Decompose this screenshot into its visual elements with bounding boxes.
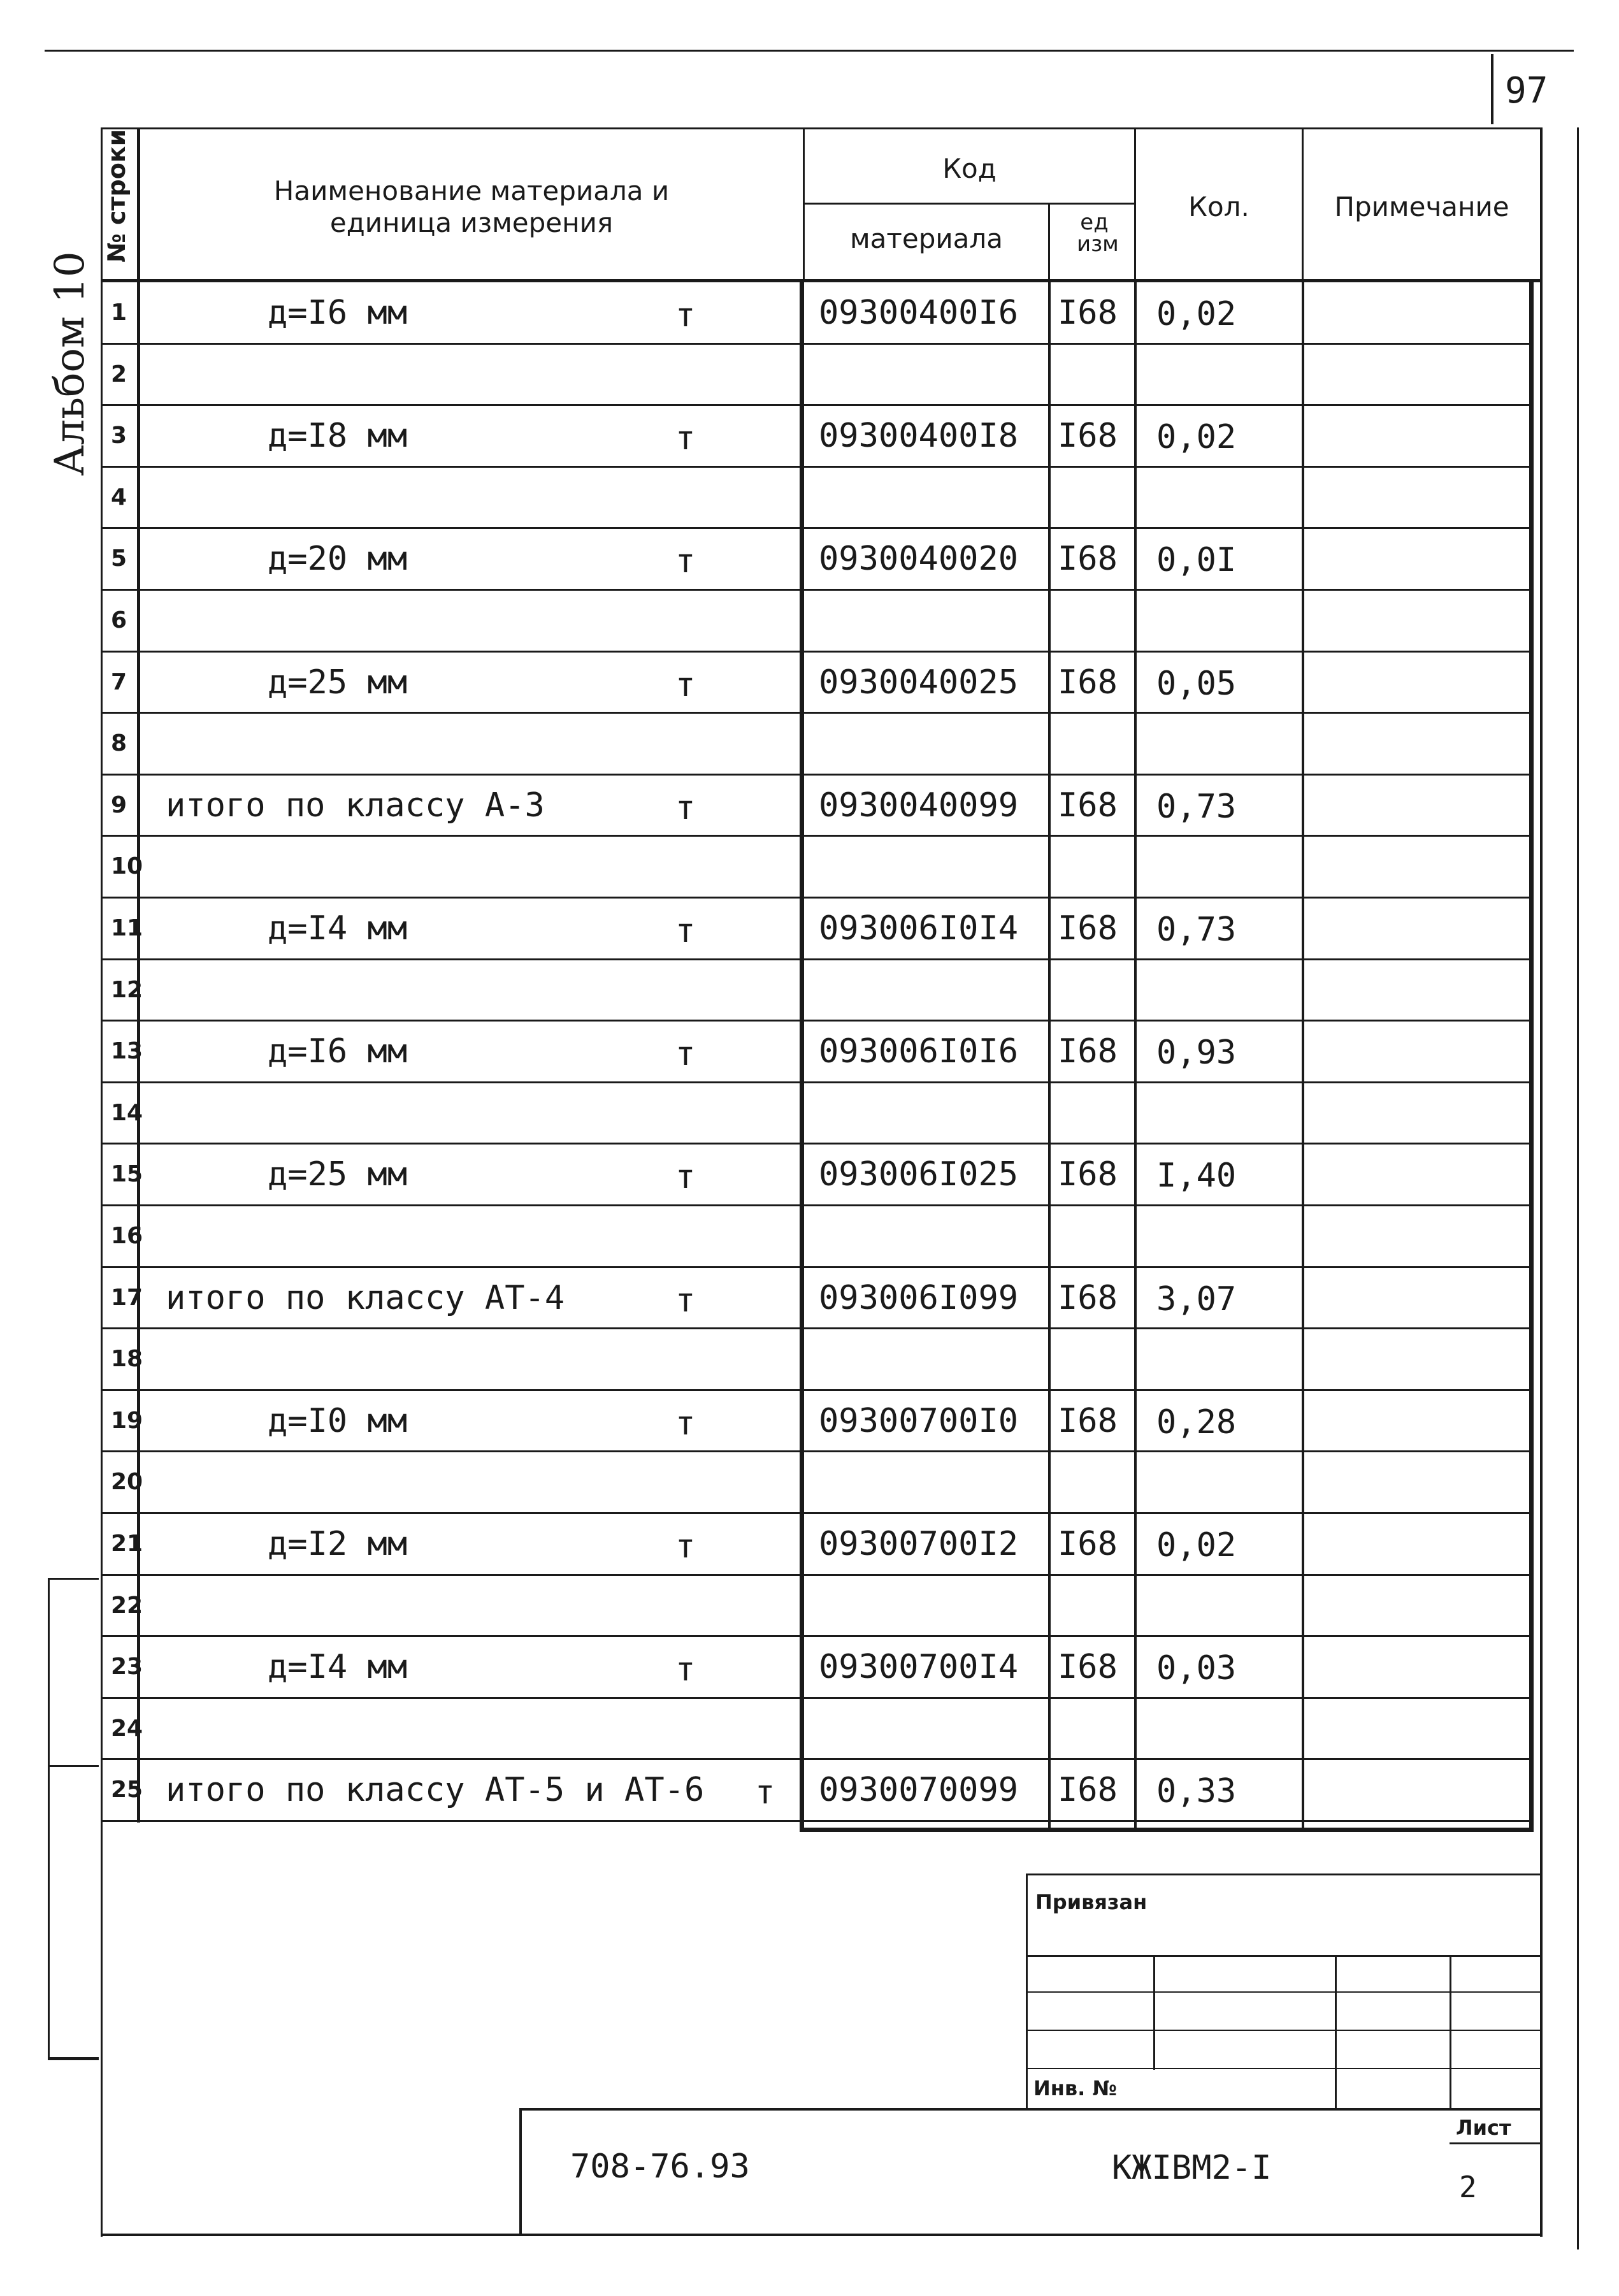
material-unit: т: [675, 296, 696, 335]
material-name: д=I2 мм: [268, 1525, 408, 1563]
quantity: 3,07: [1156, 1280, 1237, 1318]
unit-code: I68: [1058, 1155, 1118, 1194]
row-number: 8: [111, 730, 127, 756]
row-divider: [101, 1020, 1534, 1022]
row-divider: [101, 1820, 1534, 1822]
document-code: КЖIВМ2-I: [1112, 2149, 1272, 2187]
material-name: д=I0 мм: [268, 1402, 408, 1440]
material-name: д=I6 мм: [268, 1032, 408, 1071]
stamp-inv-label: Инв. №: [1033, 2076, 1117, 2100]
material-unit: т: [675, 1158, 696, 1196]
row-number: 20: [111, 1469, 143, 1495]
row-number: 11: [111, 915, 143, 941]
row-number: 5: [111, 545, 127, 572]
row-divider: [101, 651, 1534, 653]
row-number: 10: [111, 853, 143, 879]
material-unit: т: [675, 1527, 696, 1566]
material-name: итого по классу АТ-4: [166, 1279, 565, 1317]
row-number: 23: [111, 1654, 143, 1680]
unit-code: I68: [1058, 540, 1118, 578]
unit-code: I68: [1058, 1402, 1118, 1440]
row-number: 9: [111, 792, 127, 818]
material-name: д=I4 мм: [268, 1648, 408, 1686]
unit-code: I68: [1058, 294, 1118, 332]
row-number: 12: [111, 977, 143, 1003]
header-code-unit: ед изм: [1077, 210, 1119, 257]
material-unit: т: [675, 1650, 696, 1689]
row-number: 17: [111, 1285, 143, 1311]
stamp-bound-label: Привязан: [1035, 1890, 1148, 1914]
row-divider: [101, 1574, 1534, 1576]
row-number: 13: [111, 1038, 143, 1064]
unit-code: I68: [1058, 1525, 1118, 1563]
quantity: I,40: [1156, 1157, 1237, 1195]
row-divider: [101, 527, 1534, 529]
row-number: 2: [111, 361, 127, 387]
row-divider: [101, 1512, 1534, 1514]
unit-code: I68: [1058, 1771, 1118, 1809]
row-number: 14: [111, 1100, 143, 1126]
quantity: 0,73: [1156, 911, 1237, 949]
row-divider: [101, 835, 1534, 837]
row-divider: [101, 466, 1534, 468]
quantity: 0,0I: [1156, 541, 1237, 579]
material-unit: т: [675, 542, 696, 581]
row-divider: [101, 958, 1534, 960]
row-number: 6: [111, 607, 127, 633]
material-unit: т: [675, 1282, 696, 1320]
material-name: д=25 мм: [268, 1155, 408, 1194]
unit-code: I68: [1058, 909, 1118, 948]
quantity: 0,28: [1156, 1403, 1237, 1441]
header-name: Наименование материала и единица измерения: [273, 175, 670, 239]
quantity: 0,02: [1156, 418, 1237, 456]
material-unit: т: [675, 419, 696, 458]
material-code: 093006I0I4: [819, 909, 1019, 948]
row-number: 3: [111, 422, 127, 449]
row-divider: [101, 897, 1534, 899]
sheet-label: Лист: [1456, 2116, 1511, 2140]
material-name: д=I4 мм: [268, 909, 408, 948]
row-divider: [101, 1389, 1534, 1391]
quantity: 0,73: [1156, 788, 1237, 826]
row-number: 4: [111, 484, 127, 510]
material-code: 093006I025: [819, 1155, 1019, 1194]
material-name: итого по классу А-3: [166, 786, 545, 825]
header-code: Код: [942, 153, 997, 184]
material-code: 0930040025: [819, 663, 1019, 702]
unit-code: I68: [1058, 1279, 1118, 1317]
material-unit: т: [675, 912, 696, 950]
row-number: 18: [111, 1346, 143, 1372]
row-number: 19: [111, 1408, 143, 1434]
material-name: итого по классу АТ-5 и АТ-6: [166, 1771, 705, 1809]
material-unit: т: [755, 1773, 775, 1812]
quantity: 0,05: [1156, 665, 1237, 703]
header-note: Примечание: [1334, 191, 1509, 222]
quantity: 0,02: [1156, 295, 1237, 333]
row-divider: [101, 1758, 1534, 1760]
row-divider: [101, 1450, 1534, 1452]
row-number: 24: [111, 1715, 143, 1742]
quantity: 0,02: [1156, 1526, 1237, 1564]
material-code: 0930040020: [819, 540, 1019, 578]
material-unit: т: [675, 666, 696, 704]
row-divider: [101, 712, 1534, 714]
row-number: 16: [111, 1223, 143, 1249]
row-divider: [101, 1266, 1534, 1268]
unit-code: I68: [1058, 417, 1118, 455]
quantity: 0,03: [1156, 1649, 1237, 1687]
material-code: 09300700I4: [819, 1648, 1019, 1686]
material-code: 093006I099: [819, 1279, 1019, 1317]
row-divider: [101, 1697, 1534, 1699]
row-divider: [101, 1204, 1534, 1206]
material-name: д=20 мм: [268, 540, 408, 578]
material-code: 09300400I6: [819, 294, 1019, 332]
row-number: 21: [111, 1531, 143, 1557]
material-code: 09300400I8: [819, 417, 1019, 455]
album-side-note: Альбом 10: [47, 251, 94, 476]
material-code: 0930040099: [819, 786, 1019, 825]
header-row-no: № строки: [103, 129, 131, 263]
unit-code: I68: [1058, 1648, 1118, 1686]
header-qty: Кол.: [1188, 191, 1249, 222]
unit-code: I68: [1058, 663, 1118, 702]
row-divider: [101, 589, 1534, 591]
material-code: 093006I0I6: [819, 1032, 1019, 1071]
row-divider: [101, 1081, 1534, 1083]
unit-code: I68: [1058, 1032, 1118, 1071]
material-code: 0930070099: [819, 1771, 1019, 1809]
material-unit: т: [675, 1404, 696, 1443]
row-number: 25: [111, 1777, 143, 1803]
row-divider: [101, 343, 1534, 345]
header-code-material: материала: [849, 223, 1003, 254]
material-code: 09300700I0: [819, 1402, 1019, 1440]
row-number: 1: [111, 300, 127, 326]
quantity: 0,33: [1156, 1772, 1237, 1810]
row-divider: [101, 1143, 1534, 1144]
page-number: 97: [1505, 70, 1548, 112]
material-unit: т: [675, 1035, 696, 1073]
row-number: 15: [111, 1161, 143, 1187]
row-divider: [101, 774, 1534, 776]
unit-code: I68: [1058, 786, 1118, 825]
sheet-number: 2: [1459, 2170, 1477, 2204]
document-number: 708-76.93: [570, 2148, 750, 2186]
row-divider: [101, 404, 1534, 406]
material-code: 09300700I2: [819, 1525, 1019, 1563]
quantity: 0,93: [1156, 1034, 1237, 1072]
row-number: 22: [111, 1592, 143, 1619]
material-name: д=I6 мм: [268, 294, 408, 332]
row-divider: [101, 1327, 1534, 1329]
row-divider: [101, 1635, 1534, 1637]
row-number: 7: [111, 669, 127, 695]
material-unit: т: [675, 789, 696, 827]
material-name: д=I8 мм: [268, 417, 408, 455]
material-name: д=25 мм: [268, 663, 408, 702]
